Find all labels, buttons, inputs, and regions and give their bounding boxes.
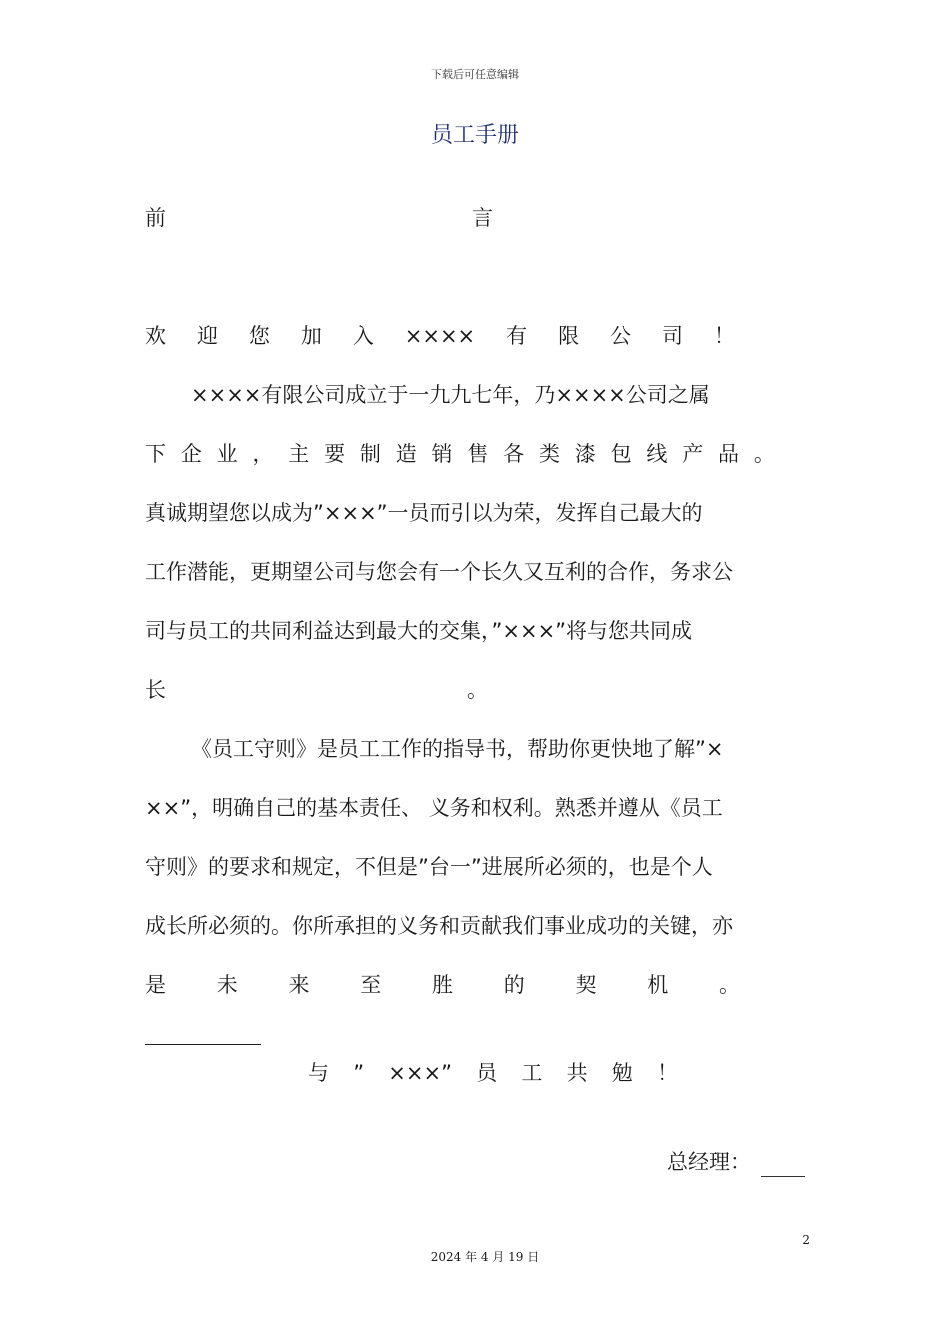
motto-char: 勉 <box>611 1061 633 1085</box>
welcome-char: 迎 <box>196 324 218 348</box>
para2-line: 《员工守则》是员工工作的指导书，帮助你更快地了解”× <box>191 737 724 761</box>
para-char: 机 <box>647 973 669 997</box>
para1-line: 司与员工的共同利益达到最大的交集，”×××”将与您共同成 <box>145 619 693 643</box>
welcome-line <box>145 321 735 351</box>
para-char: 。 <box>753 442 775 466</box>
para-char: 业 <box>216 442 238 466</box>
document-title: 员工手册 <box>430 123 519 148</box>
welcome-char: 加 <box>300 324 322 348</box>
motto-text <box>308 1058 678 1088</box>
preface-char: 言 <box>472 206 493 230</box>
para-char: 主 <box>288 442 310 466</box>
para-char: 要 <box>324 442 346 466</box>
para-char: 是 <box>145 973 166 997</box>
para2-line <box>145 970 740 1000</box>
preface-char: 前 <box>145 206 166 230</box>
para2-line: ××”，明确自己的基本责任、 义务和权利。熟悉并遵从《员工 <box>145 796 723 820</box>
para-char: 漆 <box>574 442 596 466</box>
signature-line <box>667 1147 805 1177</box>
para-char: 制 <box>359 442 381 466</box>
para1-line <box>145 675 805 705</box>
welcome-char: 您 <box>248 324 270 348</box>
para-char: 类 <box>538 442 560 466</box>
signature-blank <box>761 1156 805 1177</box>
para-char: 企 <box>180 442 202 466</box>
motto-char: ” <box>353 1061 365 1085</box>
preface-heading <box>145 203 805 233</box>
para2-line: 守则》的要求和规定，不但是”台一”进展所必须的，也是个人 <box>145 855 713 879</box>
page-number: 2 <box>802 1233 810 1247</box>
para-char: 产 <box>682 442 704 466</box>
para-char: 来 <box>288 973 310 997</box>
em-dash-line <box>145 1044 261 1045</box>
motto-char: 工 <box>521 1061 543 1085</box>
para-char: ， <box>252 442 274 466</box>
para-char: 。 <box>467 678 488 702</box>
para-char: 下 <box>145 442 166 466</box>
welcome-char: 限 <box>558 324 580 348</box>
para-char: 销 <box>431 442 453 466</box>
welcome-char: ！ <box>713 324 735 348</box>
motto-char: ×××” <box>388 1061 452 1085</box>
para-char: 品 <box>718 442 739 466</box>
welcome-char: 司 <box>661 324 683 348</box>
para2-line: 成长所必须的。你所承担的义务和贡献我们事业成功的关键，亦 <box>145 914 733 938</box>
para1-line: 工作潜能，更期望公司与您会有一个长久又互利的合作，务求公 <box>145 560 733 584</box>
welcome-char: 公 <box>610 324 632 348</box>
para-char: 未 <box>216 973 238 997</box>
para-char: 造 <box>395 442 417 466</box>
motto-char: 员 <box>476 1061 498 1085</box>
welcome-char: ×××× <box>404 324 476 348</box>
welcome-char: 有 <box>506 324 528 348</box>
signature-label: 总经理： <box>667 1150 751 1174</box>
motto-char: 与 <box>308 1061 329 1085</box>
motto-line <box>145 1028 805 1085</box>
footer-date: 2024 年 4 月 19 日 <box>430 1250 540 1264</box>
para-char: 各 <box>503 442 525 466</box>
para-char: 售 <box>467 442 489 466</box>
para-char: 契 <box>575 973 597 997</box>
para-char: 的 <box>503 973 525 997</box>
para-char: 胜 <box>432 973 453 997</box>
motto-char: ！ <box>656 1061 678 1085</box>
para1-line <box>145 439 775 469</box>
para-char: 包 <box>610 442 632 466</box>
para-char: 线 <box>646 442 668 466</box>
para-char: 。 <box>719 973 740 997</box>
para-char: 长 <box>145 678 166 702</box>
motto-char: 共 <box>566 1061 588 1085</box>
header-note: 下载后可任意编辑 <box>431 68 519 81</box>
welcome-char: 欢 <box>145 324 166 348</box>
para1-line: 真诚期望您以成为”×××”一员而引以为荣，发挥自己最大的 <box>145 501 703 525</box>
welcome-char: 入 <box>352 324 374 348</box>
para1-line: ××××有限公司成立于一九九七年，乃××××公司之属 <box>191 383 710 407</box>
para-char: 至 <box>360 973 382 997</box>
